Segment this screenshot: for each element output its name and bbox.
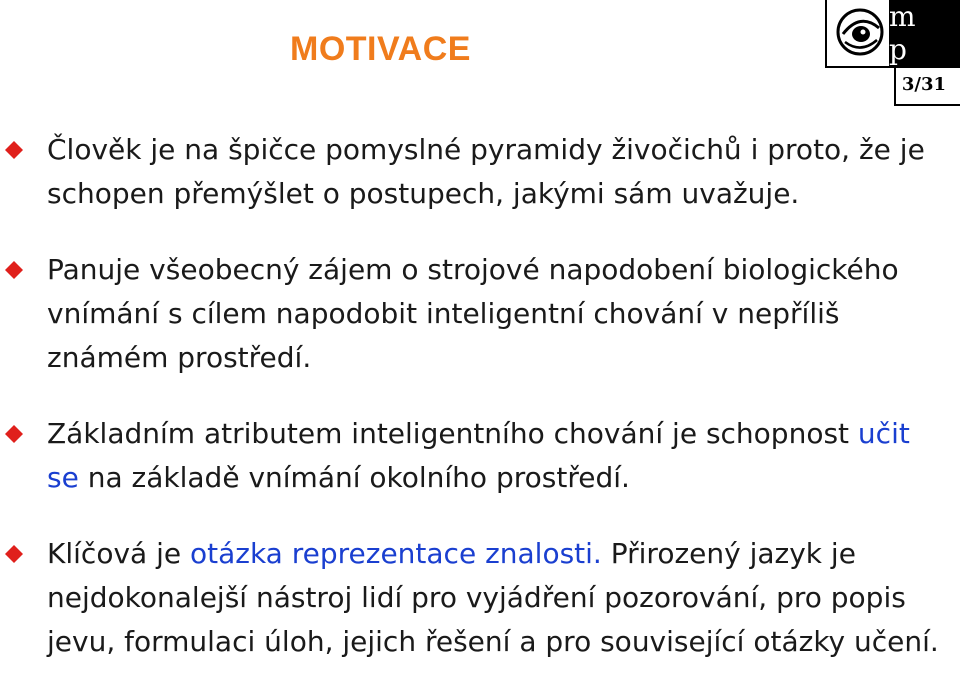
bullet-item bbox=[0, 128, 960, 216]
bullet-item bbox=[0, 248, 960, 380]
bullet-text: Člověk je na špičce pomyslné pyramidy živočichů i proto, že je schopen přemýšlet o postupech, jakými sám uvažuje. bbox=[47, 133, 925, 210]
diamond-icon bbox=[4, 140, 24, 160]
cmp-emblem-icon bbox=[833, 4, 887, 60]
page-number-divider bbox=[894, 104, 960, 106]
highlighted-term: učit se bbox=[47, 417, 910, 494]
diamond-icon bbox=[4, 260, 24, 280]
bullet-item bbox=[0, 412, 960, 500]
bullet-text: Klíčová je bbox=[47, 537, 190, 570]
diamond-icon bbox=[4, 424, 24, 444]
bullet-text: Panuje všeobecný zájem o strojové napodobení biologického vnímání s cílem napodobit inteligentní chování v nepříliš známém prostředí. bbox=[47, 253, 899, 374]
diamond-icon bbox=[4, 544, 24, 564]
highlighted-term: otázka reprezentace znalosti. bbox=[189, 537, 602, 570]
page-number: 3/31 bbox=[901, 74, 946, 95]
bullet-item bbox=[0, 532, 960, 664]
bullet-text: Základním atributem inteligentního chování je schopnost bbox=[47, 417, 858, 450]
bullet-text: na základě vnímání okolního prostředí. bbox=[78, 461, 630, 494]
page-number-divider-vertical bbox=[894, 68, 896, 104]
bullet-list bbox=[0, 128, 960, 696]
slide-title: MOTIVACE bbox=[290, 30, 471, 68]
bullet-text: Přirozený jazyk je nejdokonalejší nástroj lidí pro vyjádření pozorování, pro popis jevu, formulaci úloh, jejich řešení a pro související otázky učení. bbox=[47, 537, 939, 658]
logo bbox=[825, 0, 960, 68]
logo-text: m p bbox=[889, 0, 960, 66]
